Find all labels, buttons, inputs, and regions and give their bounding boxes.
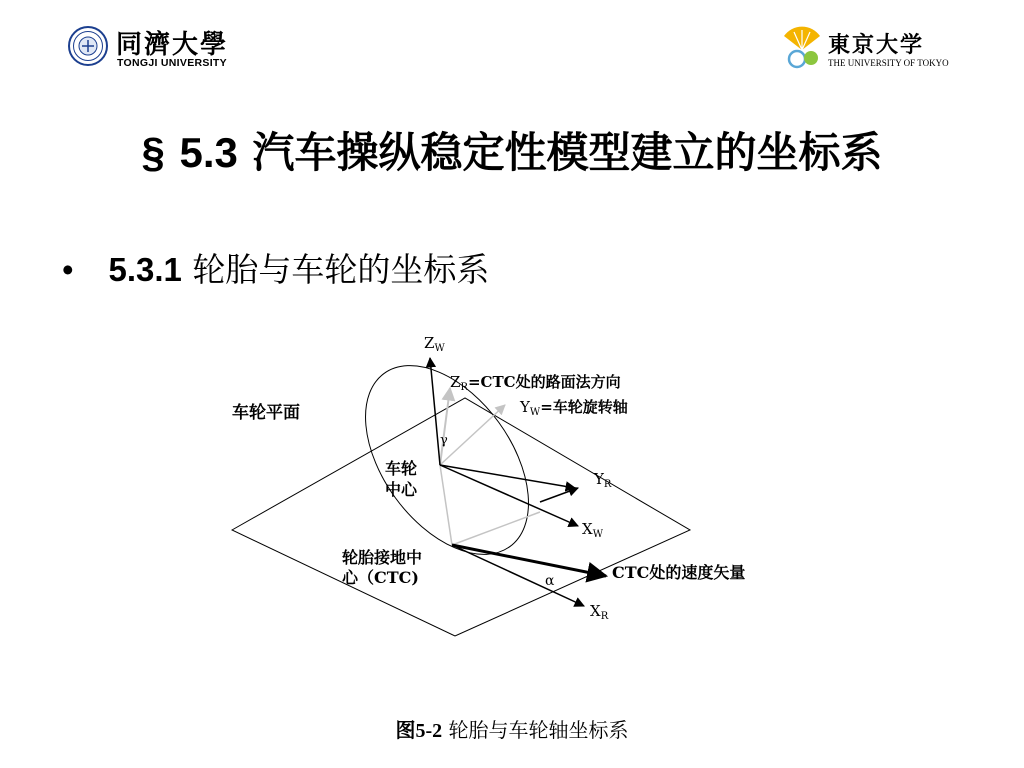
yw-label: $Y_W=$车轮旋转轴 — [520, 398, 628, 418]
ground-plane — [232, 398, 690, 636]
figure-caption — [0, 714, 1024, 743]
yr-extension — [540, 488, 578, 502]
ginkgo-leaf-icon — [780, 26, 824, 70]
bullet-item — [62, 244, 489, 291]
bullet-dot: • — [62, 251, 74, 288]
tongji-logo — [68, 24, 248, 72]
wheel-center-label-2: 中心 — [385, 480, 418, 499]
section-symbol: § — [141, 129, 165, 176]
gamma-label: γ — [440, 433, 448, 448]
alpha-label: α — [545, 573, 555, 589]
tongji-seal-icon — [68, 26, 108, 66]
slide-title — [0, 120, 1024, 180]
yw-axis — [440, 405, 505, 465]
zr-axis — [440, 388, 450, 465]
title-number: 5.3 — [179, 129, 238, 176]
coordinate-diagram — [220, 330, 800, 640]
xr-axis — [452, 545, 584, 606]
tongji-name-en: TONGJI UNIVERSITY — [117, 57, 227, 69]
tokyo-name-en: THE UNIVERSITY OF TOKYO — [828, 58, 949, 68]
title-text: 汽车操纵稳定性模型建立的坐标系 — [252, 128, 883, 177]
contact-center-label-2: 心（CTC) — [342, 568, 419, 587]
yr-label: $Y_R$ — [594, 470, 612, 490]
contact-center-label-1: 轮胎接地中 — [342, 548, 423, 567]
tokyo-logo — [780, 26, 950, 76]
ground-cross-line — [452, 512, 540, 545]
figure-number: 图5-2 — [395, 720, 443, 742]
wheel-plane-label: 车轮平面 — [232, 403, 300, 423]
tokyo-name-cn: 東京大学 — [828, 33, 925, 58]
caption-text: 轮胎与车轮轴坐标系 — [448, 718, 629, 742]
xw-label: $X_W$ — [582, 520, 603, 540]
wheel-center-label-1: 车轮 — [385, 459, 418, 478]
bullet-number: 5.3.1 — [108, 251, 182, 288]
wheel-radius-line — [440, 465, 452, 545]
zw-label: $Z_W$ — [424, 334, 445, 354]
xr-label: $X_R$ — [590, 602, 609, 622]
bullet-text: 轮胎与车轮的坐标系 — [192, 250, 490, 289]
velocity-vector — [452, 545, 606, 576]
velocity-label: CTC处的速度矢量 — [612, 563, 746, 582]
yr-axis — [440, 465, 575, 488]
zr-label: $Z_R=CTC$处的路面法方向 — [450, 373, 621, 393]
tongji-name-cn: 同濟大學 — [116, 30, 229, 60]
zw-axis — [430, 358, 440, 465]
